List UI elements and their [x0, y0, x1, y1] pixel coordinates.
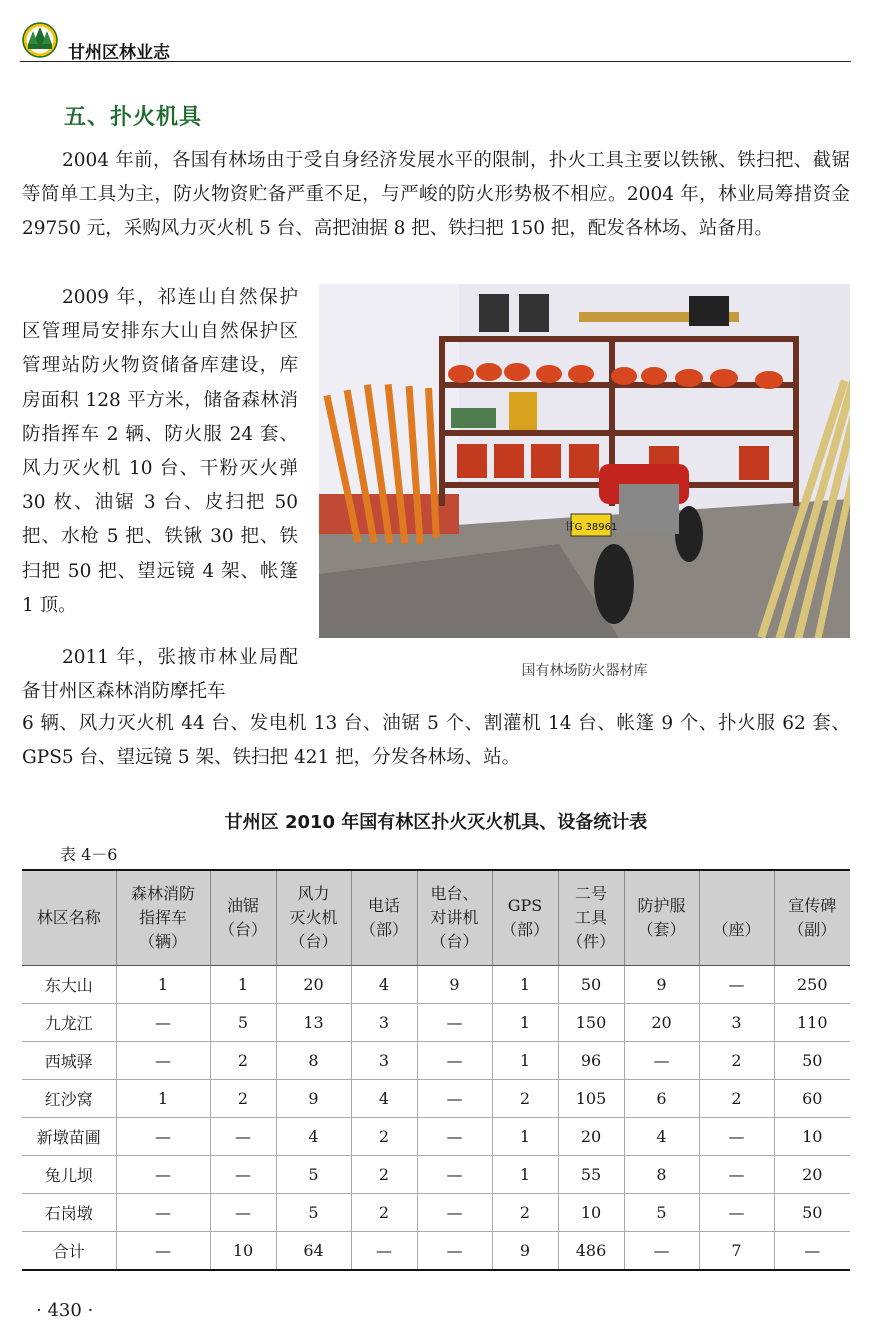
column-header-line: 电台、 — [430, 884, 479, 903]
table-cell: 9 — [624, 966, 699, 1004]
table-cell: 105 — [558, 1080, 624, 1118]
column-header — [276, 870, 351, 966]
table-cell: 3 — [699, 1004, 774, 1042]
table-cell: 2 — [351, 1194, 417, 1232]
table-cell: 1 — [492, 966, 558, 1004]
table-cell: 1 — [210, 966, 276, 1004]
table-cell: — — [116, 1042, 210, 1080]
table-cell: — — [210, 1156, 276, 1194]
column-header-line: 宣传碑 — [788, 896, 837, 915]
column-header-line: 指挥车 — [138, 908, 187, 927]
table-cell: — — [417, 1232, 492, 1271]
column-header-line: （台） — [218, 920, 267, 939]
table-row — [22, 1004, 850, 1042]
column-header-line: 对讲机 — [430, 908, 479, 927]
table-cell: 2 — [351, 1156, 417, 1194]
table-cell: 4 — [624, 1118, 699, 1156]
table-cell: 50 — [558, 966, 624, 1004]
table-cell: — — [351, 1232, 417, 1271]
column-header-line: （辆） — [138, 932, 187, 951]
table-cell: — — [116, 1194, 210, 1232]
column-header-line: 林区名称 — [36, 908, 101, 927]
column-header-line: 电话 — [367, 896, 400, 915]
table-cell: 7 — [699, 1232, 774, 1271]
table-cell: — — [210, 1118, 276, 1156]
column-header — [774, 870, 850, 966]
forest-area-name-cell: 红沙窝 — [22, 1080, 116, 1118]
column-header-line: （套） — [637, 920, 686, 939]
photo-caption: 国有林场防火器材库 — [521, 663, 648, 679]
table-header-row — [22, 870, 850, 966]
column-header — [22, 870, 116, 966]
header-divider — [20, 61, 851, 62]
table-header — [22, 870, 850, 966]
page-number: · 430 · — [36, 1300, 94, 1321]
table-cell: 5 — [624, 1194, 699, 1232]
column-header-line: （副） — [788, 920, 837, 939]
table-cell: 20 — [624, 1004, 699, 1042]
column-header — [351, 870, 417, 966]
table-cell: 10 — [558, 1194, 624, 1232]
column-header-line: 防护服 — [637, 896, 686, 915]
table-row — [22, 1080, 850, 1118]
column-header — [624, 870, 699, 966]
table-cell: 6 — [624, 1080, 699, 1118]
table-cell: — — [417, 1156, 492, 1194]
forest-area-name-cell: 东大山 — [22, 966, 116, 1004]
table-title: 甘州区 2010 年国有林区扑火灭火机具、设备统计表 — [224, 812, 648, 833]
table-cell: 1 — [492, 1156, 558, 1194]
table-cell: — — [417, 1080, 492, 1118]
table-cell: 150 — [558, 1004, 624, 1042]
book-title: 甘州区林业志 — [68, 43, 170, 63]
table-cell: 10 — [774, 1118, 850, 1156]
table-cell: 5 — [210, 1004, 276, 1042]
table-cell: 9 — [417, 966, 492, 1004]
table-cell: 8 — [624, 1156, 699, 1194]
forest-area-name-cell: 兔儿坝 — [22, 1156, 116, 1194]
column-header-line: 二号 — [574, 884, 607, 903]
forest-area-name-cell: 合计 — [22, 1232, 116, 1271]
paragraph-2011-continued: 6 辆、风力灭火机 44 台、发电机 13 台、油锯 5 个、割灌机 14 台、帐篷 9 个、扑火服 62 套、GPS5 台、望远镜 5 架、铁扫把 421 把，分发各林场、站。 — [22, 713, 850, 769]
table-cell: — — [116, 1118, 210, 1156]
table-cell: 4 — [276, 1118, 351, 1156]
table-cell: — — [624, 1232, 699, 1271]
table-cell: 5 — [276, 1194, 351, 1232]
column-header — [699, 870, 774, 966]
table-cell: 2 — [351, 1118, 417, 1156]
table-cell: — — [116, 1004, 210, 1042]
table-cell: — — [624, 1042, 699, 1080]
table-cell: 10 — [210, 1232, 276, 1271]
table-body — [22, 966, 850, 1271]
column-header-line: （部） — [359, 920, 408, 939]
table-cell: — — [116, 1156, 210, 1194]
column-header — [116, 870, 210, 966]
column-header — [417, 870, 492, 966]
table-row — [22, 1194, 850, 1232]
column-header-line — [702, 894, 772, 918]
column-header-line: （台） — [289, 932, 338, 951]
column-header — [558, 870, 624, 966]
table-cell: 2 — [492, 1080, 558, 1118]
forest-area-name-cell: 九龙江 — [22, 1004, 116, 1042]
table-cell: 9 — [492, 1232, 558, 1271]
column-header-line: 油锯 — [226, 896, 259, 915]
table-cell: 13 — [276, 1004, 351, 1042]
paragraph-2004: 2004 年前，各国有林场由于受自身经济发展水平的限制，扑火工具主要以铁锹、铁扫把、截锯等简单工具为主，防火物资贮备严重不足，与严峻的防火形势极不相应。2004 年，林业局筹措资金 29750 元，采购风力灭火机 5 台、高把油据 8 把、铁扫把 150 把，配发各林场、站备用。 — [22, 150, 850, 240]
table-cell: — — [417, 1118, 492, 1156]
column-header-line: 工具 — [574, 908, 607, 927]
table-cell: — — [774, 1232, 850, 1271]
table-cell: 3 — [351, 1004, 417, 1042]
table-cell: 2 — [699, 1080, 774, 1118]
table-cell: 20 — [774, 1156, 850, 1194]
column-header-line: （件） — [566, 932, 615, 951]
table-cell: 20 — [276, 966, 351, 1004]
table-cell: — — [699, 1156, 774, 1194]
column-header-line: （座） — [712, 920, 761, 939]
column-header-line: GPS — [507, 896, 543, 915]
column-header — [492, 870, 558, 966]
table-row — [22, 1042, 850, 1080]
table-number: 表 4－6 — [60, 845, 118, 864]
table-cell: 4 — [351, 966, 417, 1004]
column-header — [210, 870, 276, 966]
table-cell: 250 — [774, 966, 850, 1004]
table-cell: — — [417, 1004, 492, 1042]
table-cell: 2 — [210, 1080, 276, 1118]
table-cell: 2 — [699, 1042, 774, 1080]
table-cell: 3 — [351, 1042, 417, 1080]
column-header-line: （部） — [500, 920, 549, 939]
license-plate: 甘G 38961 — [564, 522, 618, 533]
table-cell: 110 — [774, 1004, 850, 1042]
table-cell: 2 — [492, 1194, 558, 1232]
column-header-line: （台） — [430, 932, 479, 951]
paragraph-2011-start: 2011 年，张掖市林业局配备甘州区森林消防摩托车 — [22, 647, 298, 703]
table-cell: 1 — [116, 966, 210, 1004]
section-heading: 五、扑火机具 — [64, 105, 203, 130]
column-header-line: 森林消防 — [130, 884, 195, 903]
table-cell: 9 — [276, 1080, 351, 1118]
table-cell: 96 — [558, 1042, 624, 1080]
table-row — [22, 1156, 850, 1194]
paragraph-2009: 2009 年，祁连山自然保护区管理局安排东大山自然保护区管理站防火物资储备库建设，库房面积 128 平方米，储备森林消防指挥车 2 辆、防火服 24 套、风力灭火机 10 台、干粉灭火弹 30 枚、油锯 3 台、皮扫把 50 把、水枪 5 把、铁锹 30 把、铁扫把 50 把、望远镜 4 架、帐篷 1 顶。 — [22, 287, 298, 616]
table-cell: 486 — [558, 1232, 624, 1271]
column-header-line: 灭火机 — [289, 908, 338, 927]
table-cell: 1 — [116, 1080, 210, 1118]
table-cell: 50 — [774, 1042, 850, 1080]
equipment-storeroom-photo — [319, 284, 850, 638]
table-cell: — — [116, 1232, 210, 1271]
table-cell: 2 — [210, 1042, 276, 1080]
table-row — [22, 966, 850, 1004]
table-cell: 1 — [492, 1042, 558, 1080]
table-cell: 20 — [558, 1118, 624, 1156]
table-cell: 60 — [774, 1080, 850, 1118]
table-row — [22, 1232, 850, 1271]
table-cell: — — [417, 1194, 492, 1232]
table-cell: — — [699, 1194, 774, 1232]
column-header-line: 风力 — [297, 884, 330, 903]
table-cell: — — [699, 1118, 774, 1156]
table-cell: 50 — [774, 1194, 850, 1232]
forest-area-name-cell: 西城驿 — [22, 1042, 116, 1080]
table-cell: — — [417, 1042, 492, 1080]
forest-area-name-cell: 新墩苗圃 — [22, 1118, 116, 1156]
equipment-statistics-table — [22, 869, 850, 1271]
table-cell: — — [210, 1194, 276, 1232]
table-cell: 8 — [276, 1042, 351, 1080]
page-header — [20, 20, 851, 64]
table-row — [22, 1118, 850, 1156]
table-cell: 55 — [558, 1156, 624, 1194]
table-cell: 4 — [351, 1080, 417, 1118]
table-cell: 64 — [276, 1232, 351, 1271]
forest-area-name-cell: 石岗墩 — [22, 1194, 116, 1232]
table-cell: 1 — [492, 1004, 558, 1042]
forest-logo-icon — [22, 22, 58, 58]
table-cell: 1 — [492, 1118, 558, 1156]
table-cell: — — [699, 966, 774, 1004]
table-cell: 5 — [276, 1156, 351, 1194]
